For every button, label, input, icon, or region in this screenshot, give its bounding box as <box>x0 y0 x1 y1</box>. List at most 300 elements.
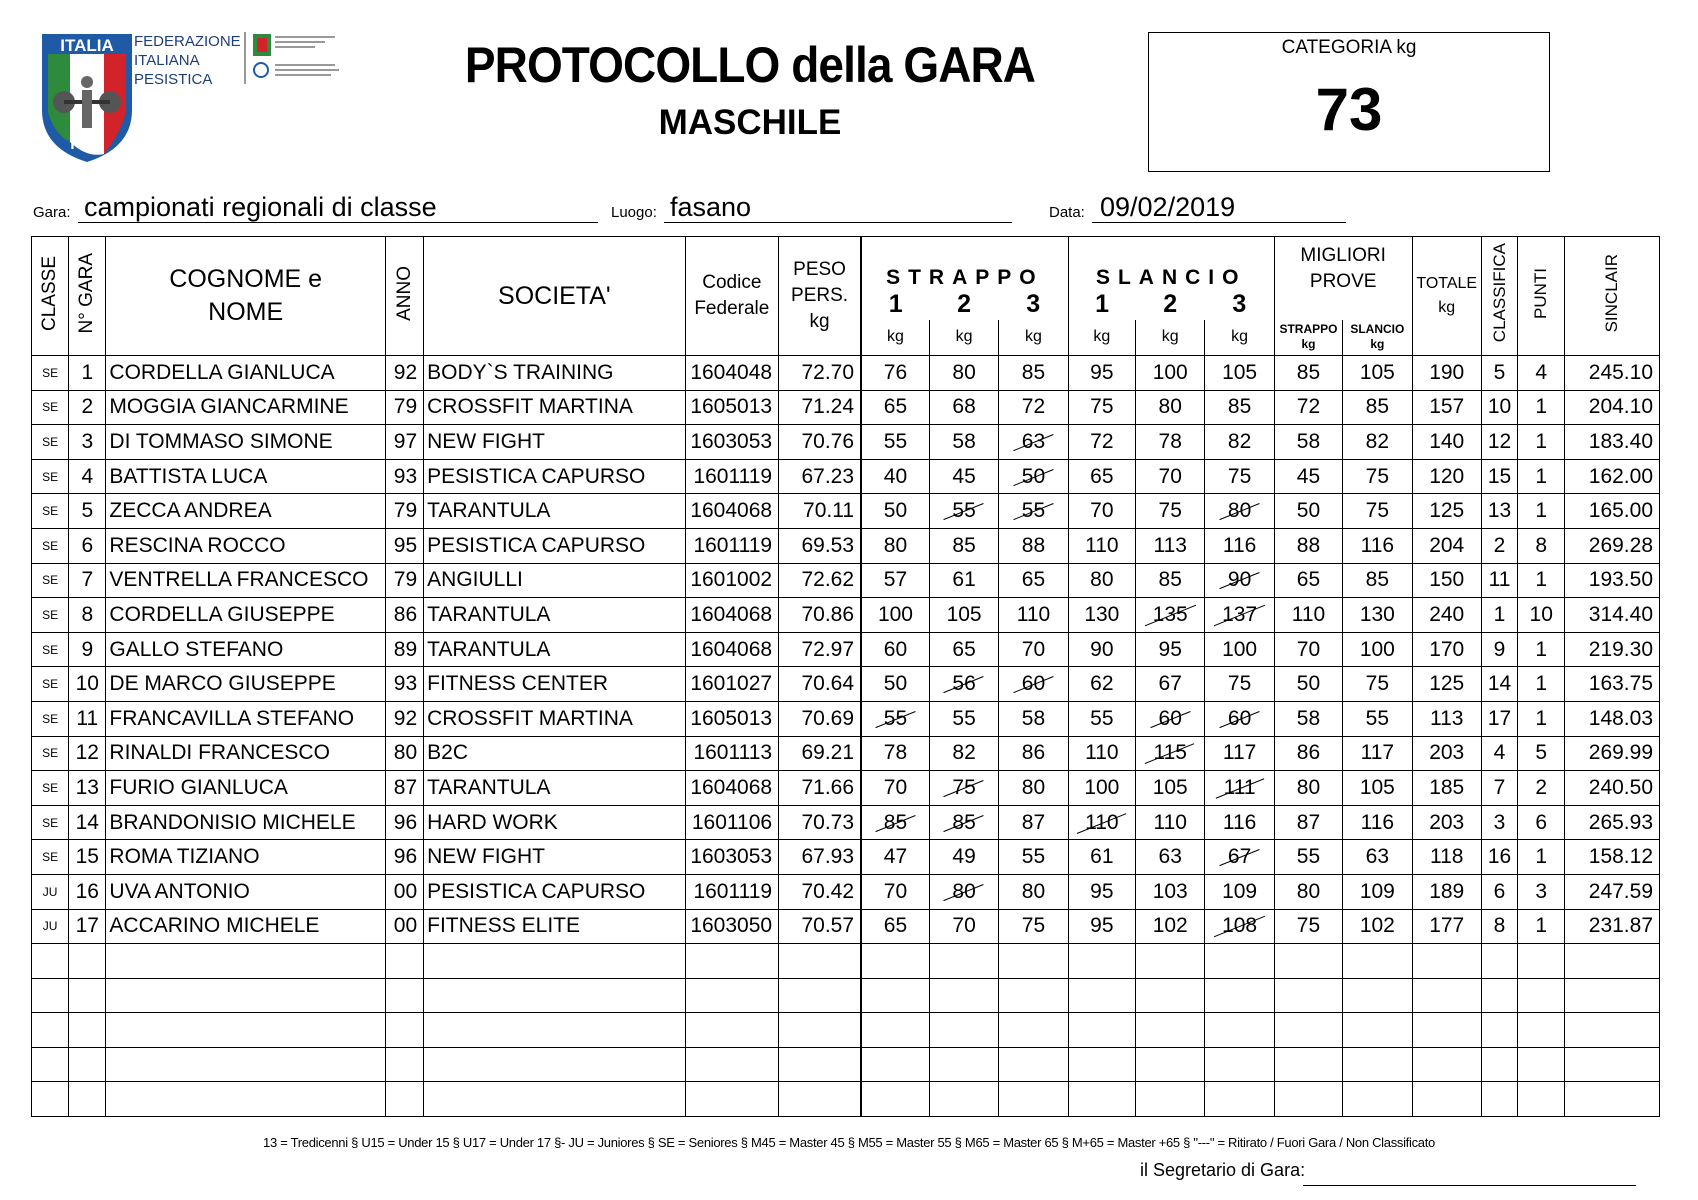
best-slancio-cell <box>1343 632 1412 667</box>
punti-cell <box>1518 598 1565 633</box>
slancio-2-value: 63 <box>1158 845 1182 869</box>
strappo-3-cell <box>999 632 1068 667</box>
gara-number-cell <box>69 528 106 563</box>
strappo-1-value: 70 <box>883 879 908 903</box>
col-nome <box>106 237 386 356</box>
strappo-1-value: 76 <box>883 360 908 384</box>
empty-cell <box>385 1047 423 1082</box>
slancio-3-cell <box>1205 771 1274 806</box>
sinclair-value: 158.12 <box>1588 845 1653 869</box>
slancio-1-cell <box>1068 771 1135 806</box>
sinclair-cell <box>1565 390 1660 425</box>
col-migliori <box>1274 237 1412 320</box>
empty-cell <box>861 1013 929 1048</box>
societa-cell <box>424 701 685 736</box>
gara-number-value: 2 <box>81 395 94 419</box>
athlete-name-value: DI TOMMASO SIMONE <box>109 429 333 453</box>
empty-cell <box>1481 978 1517 1013</box>
slancio-1-value: 90 <box>1090 637 1114 661</box>
gara-number-cell <box>69 425 106 460</box>
data-underline <box>1092 222 1346 223</box>
gara-number-cell <box>69 771 106 806</box>
punti-cell <box>1518 425 1565 460</box>
sinclair-cell <box>1565 425 1660 460</box>
punti-value: 1 <box>1535 637 1548 661</box>
best-slancio-value: 105 <box>1359 360 1395 384</box>
slancio-att-2: 2 <box>1163 290 1178 318</box>
codice-value: 1604068 <box>690 602 773 626</box>
empty-cell <box>1205 1047 1274 1082</box>
anno-cell <box>385 425 423 460</box>
codice-cell <box>685 667 779 702</box>
empty-cell <box>1136 978 1205 1013</box>
strappo-2-cell <box>929 909 998 944</box>
slancio-3-value: 90 <box>1227 568 1252 592</box>
anno-value: 97 <box>393 429 418 453</box>
gara-number-cell <box>69 840 106 875</box>
societa-value: PESISTICA CAPURSO <box>427 879 646 903</box>
classifica-value: 2 <box>1493 533 1506 557</box>
slancio-att-1: 1 <box>1068 290 1135 320</box>
strappo-2-value: 85 <box>952 533 976 557</box>
empty-cell <box>1068 944 1135 979</box>
gara-number-cell <box>69 390 106 425</box>
slancio-3-value: 105 <box>1222 360 1258 384</box>
punti-cell <box>1518 632 1565 667</box>
classe-cell <box>32 494 69 529</box>
strappo-3-cell <box>999 598 1068 633</box>
empty-cell <box>779 978 861 1013</box>
strappo-2-cell <box>929 701 998 736</box>
empty-row <box>32 1082 1660 1117</box>
societa-value: TARANTULA <box>427 499 551 523</box>
totale-value: 203 <box>1429 741 1465 765</box>
table-row <box>32 805 1660 840</box>
slancio-3-cell <box>1205 356 1274 391</box>
athlete-name-cell <box>106 771 386 806</box>
sinclair-cell <box>1565 874 1660 909</box>
codice-value: 1601113 <box>693 741 773 765</box>
slancio-2-cell <box>1136 632 1205 667</box>
athlete-name-value: GALLO STEFANO <box>109 637 284 661</box>
classe-cell <box>32 563 69 598</box>
strappo-3-cell <box>999 459 1068 494</box>
strappo-2-value: 68 <box>952 395 976 419</box>
luogo-label: Luogo: <box>611 204 657 221</box>
best-strappo-cell <box>1274 563 1342 598</box>
slancio-1-value: 130 <box>1084 602 1120 626</box>
athlete-name-cell <box>106 528 386 563</box>
empty-cell <box>1518 1013 1565 1048</box>
codice-value: 1605013 <box>690 395 773 419</box>
empty-cell <box>861 944 929 979</box>
best-strappo-cell <box>1274 425 1342 460</box>
data-label: Data: <box>1049 204 1085 221</box>
anno-value: 92 <box>393 706 418 730</box>
col-ngara-label: N° GARA <box>76 252 98 334</box>
gara-number-value: 10 <box>75 672 99 696</box>
empty-cell <box>69 978 106 1013</box>
codice-cell <box>685 632 779 667</box>
strappo-3-value: 63 <box>1021 429 1046 453</box>
empty-cell <box>32 944 69 979</box>
best-slancio-cell <box>1343 667 1412 702</box>
gara-number-cell <box>69 563 106 598</box>
best-slancio-value: 82 <box>1365 429 1390 453</box>
strappo-1-cell <box>861 528 929 563</box>
slancio-3-cell <box>1205 909 1274 944</box>
classe-cell <box>32 598 69 633</box>
empty-cell <box>1205 1013 1274 1048</box>
societa-value: B2C <box>427 741 468 765</box>
anno-value: 89 <box>393 637 418 661</box>
slancio-2-value: 60 <box>1158 706 1182 730</box>
slancio-3-cell <box>1205 425 1274 460</box>
best-slancio-cell <box>1343 805 1412 840</box>
sinclair-value: 204.10 <box>1588 395 1653 419</box>
empty-cell <box>1565 944 1660 979</box>
empty-cell <box>1412 944 1481 979</box>
strappo-2-cell <box>929 459 998 494</box>
sinclair-value: 265.93 <box>1588 810 1653 834</box>
societa-cell <box>424 390 685 425</box>
table-row <box>32 736 1660 771</box>
anno-cell <box>385 909 423 944</box>
strappo-1-value: 100 <box>877 602 913 626</box>
slancio-1-cell <box>1068 459 1135 494</box>
slancio-3-value: 60 <box>1227 706 1252 730</box>
punti-value: 1 <box>1535 464 1548 488</box>
classe-value: SE <box>42 607 59 622</box>
slancio-1-value: 95 <box>1090 914 1114 938</box>
classe-value: SE <box>42 815 59 830</box>
empty-cell <box>106 944 386 979</box>
col-anno <box>385 237 423 356</box>
societa-cell <box>424 494 685 529</box>
strappo-3-value: 86 <box>1021 741 1046 765</box>
segretario-signature-line <box>1303 1185 1636 1186</box>
anno-value: 79 <box>393 499 418 523</box>
page-subtitle: MASCHILE <box>658 103 842 142</box>
punti-cell <box>1518 840 1565 875</box>
empty-cell <box>32 978 69 1013</box>
strappo-1-value: 47 <box>883 845 908 869</box>
peso-value: 67.23 <box>801 464 855 488</box>
classe-cell <box>32 909 69 944</box>
sinclair-cell <box>1565 563 1660 598</box>
strappo-1-value: 50 <box>883 672 908 696</box>
classifica-cell <box>1481 909 1517 944</box>
totale-value: 157 <box>1429 395 1465 419</box>
best-strappo-value: 65 <box>1296 568 1321 592</box>
peso-value: 70.57 <box>801 914 855 938</box>
slancio-2-cell <box>1136 909 1205 944</box>
classe-value: SE <box>42 538 59 553</box>
anno-value: 86 <box>393 602 418 626</box>
empty-cell <box>1481 1082 1517 1117</box>
gara-number-cell <box>69 598 106 633</box>
best-slancio-value: 85 <box>1365 568 1390 592</box>
table-row <box>32 390 1660 425</box>
societa-cell <box>424 425 685 460</box>
gara-number-value: 15 <box>75 845 99 869</box>
societa-value: FITNESS ELITE <box>427 914 581 938</box>
totale-value: 140 <box>1429 429 1465 453</box>
totale-cell <box>1412 425 1481 460</box>
peso-value: 67.93 <box>801 845 855 869</box>
empty-cell <box>1565 978 1660 1013</box>
slancio-3-cell <box>1205 632 1274 667</box>
empty-cell <box>685 1082 779 1117</box>
societa-value: CROSSFIT MARTINA <box>427 395 633 419</box>
kg-label: kg <box>1301 337 1316 352</box>
empty-cell <box>1343 978 1412 1013</box>
federation-name <box>134 32 241 89</box>
slancio-2-cell <box>1136 771 1205 806</box>
athlete-name-value: BRANDONISIO MICHELE <box>109 810 356 834</box>
col-punti <box>1518 237 1565 356</box>
empty-cell <box>424 978 685 1013</box>
slancio-1-cell <box>1068 356 1135 391</box>
classe-cell <box>32 459 69 494</box>
classe-value: SE <box>42 746 59 761</box>
classifica-cell <box>1481 840 1517 875</box>
strappo-1-cell <box>861 667 929 702</box>
col-peso-label: PESO <box>793 259 846 280</box>
strappo-2-cell <box>929 528 998 563</box>
slancio-2-cell <box>1136 459 1205 494</box>
classe-cell <box>32 356 69 391</box>
empty-cell <box>685 1047 779 1082</box>
best-strappo-cell <box>1274 356 1342 391</box>
strappo-2-value: 61 <box>952 568 976 592</box>
best-slancio-cell <box>1343 528 1412 563</box>
empty-cell <box>69 1082 106 1117</box>
gara-number-value: 14 <box>75 810 99 834</box>
strappo-2-value: 56 <box>952 672 976 696</box>
empty-cell <box>1205 944 1274 979</box>
codice-cell <box>685 390 779 425</box>
empty-cell <box>999 944 1068 979</box>
empty-cell <box>1068 1047 1135 1082</box>
societa-value: TARANTULA <box>427 637 551 661</box>
anno-cell <box>385 494 423 529</box>
classe-value: SE <box>42 365 59 380</box>
classe-cell <box>32 874 69 909</box>
strappo-2-cell <box>929 736 998 771</box>
sinclair-value: 231.87 <box>1588 914 1653 938</box>
best-slancio-cell <box>1343 494 1412 529</box>
empty-cell <box>424 944 685 979</box>
totale-cell <box>1412 736 1481 771</box>
strappo-3-cell <box>999 805 1068 840</box>
athlete-name-cell <box>106 494 386 529</box>
empty-cell <box>32 1082 69 1117</box>
empty-cell <box>929 1013 998 1048</box>
empty-cell <box>1518 978 1565 1013</box>
col-migliori-label: PROVE <box>1309 271 1377 292</box>
strappo-2-value: 45 <box>952 464 976 488</box>
anno-value: 87 <box>393 775 418 799</box>
classe-value: SE <box>42 677 59 692</box>
empty-cell <box>1412 1047 1481 1082</box>
slancio-1-value: 55 <box>1090 706 1114 730</box>
category-box <box>1148 32 1550 172</box>
table-row <box>32 356 1660 391</box>
sinclair-cell <box>1565 805 1660 840</box>
strappo-1-cell <box>861 805 929 840</box>
codice-value: 1604068 <box>690 775 773 799</box>
strappo-1-value: 40 <box>883 464 908 488</box>
punti-cell <box>1518 563 1565 598</box>
slancio-3-value: 111 <box>1223 775 1256 799</box>
punti-cell <box>1518 874 1565 909</box>
totale-value: 240 <box>1429 602 1465 626</box>
luogo-underline <box>664 222 1012 223</box>
codice-value: 1604068 <box>690 637 773 661</box>
strappo-3-value: 110 <box>1016 602 1051 626</box>
anno-cell <box>385 632 423 667</box>
best-slancio-cell <box>1343 771 1412 806</box>
col-codice <box>685 237 779 356</box>
slancio-1-value: 72 <box>1090 429 1114 453</box>
strappo-3-cell <box>999 667 1068 702</box>
slancio-1-cell <box>1068 390 1135 425</box>
slancio-1-value: 61 <box>1090 845 1114 869</box>
sinclair-value: 219.30 <box>1588 637 1653 661</box>
best-slancio-cell <box>1343 459 1412 494</box>
empty-cell <box>929 978 998 1013</box>
empty-row <box>32 1013 1660 1048</box>
anno-value: 00 <box>393 879 418 903</box>
empty-row <box>32 978 1660 1013</box>
logo-fipe-text: FIPE <box>70 136 104 153</box>
legend-note: 13 = Tredicenni § U15 = Under 15 § U17 = Under 17 §- JU = Juniores § SE = Seniores § M45 = Master 45 § M55 = Master 55 § M65 = Master 65 § M+65 = Master +65 § "---" = Ritirato / Fuori Gara / Non Classificato <box>263 1135 1435 1150</box>
classe-cell <box>32 840 69 875</box>
gara-number-value: 7 <box>81 568 94 592</box>
totale-value: 177 <box>1429 914 1465 938</box>
societa-cell <box>424 736 685 771</box>
sinclair-cell <box>1565 459 1660 494</box>
athlete-name-value: MOGGIA GIANCARMINE <box>109 395 349 419</box>
codice-value: 1603053 <box>690 845 773 869</box>
athlete-name-value: DE MARCO GIUSEPPE <box>109 672 336 696</box>
punti-value: 6 <box>1535 810 1548 834</box>
slancio-3-cell <box>1205 840 1274 875</box>
anno-cell <box>385 528 423 563</box>
slancio-1-value: 110 <box>1085 533 1119 557</box>
codice-value: 1604068 <box>690 499 773 523</box>
athlete-name-value: CORDELLA GIANLUCA <box>109 360 335 384</box>
societa-value: CROSSFIT MARTINA <box>427 706 633 730</box>
col-sinclair <box>1565 237 1660 356</box>
totale-cell <box>1412 805 1481 840</box>
sinclair-value: 163.75 <box>1588 672 1653 696</box>
table-row <box>32 459 1660 494</box>
empty-cell <box>999 1047 1068 1082</box>
slancio-2-value: 75 <box>1158 499 1182 523</box>
peso-value: 70.86 <box>801 602 855 626</box>
best-strappo-cell <box>1274 840 1342 875</box>
punti-cell <box>1518 701 1565 736</box>
gara-number-cell <box>69 701 106 736</box>
classifica-value: 12 <box>1487 429 1512 453</box>
empty-cell <box>106 978 386 1013</box>
gara-number-value: 1 <box>81 360 94 384</box>
classe-cell <box>32 771 69 806</box>
slancio-2-cell <box>1136 667 1205 702</box>
classe-cell <box>32 736 69 771</box>
strappo-1-value: 65 <box>883 395 908 419</box>
punti-value: 1 <box>1535 568 1548 592</box>
athlete-name-cell <box>106 425 386 460</box>
strappo-2-cell <box>929 874 998 909</box>
empty-cell <box>1565 1082 1660 1117</box>
athlete-name-value: RINALDI FRANCESCO <box>109 741 330 765</box>
strappo-3-cell <box>999 528 1068 563</box>
gara-number-value: 12 <box>75 741 99 765</box>
best-slancio-value: 116 <box>1360 810 1395 834</box>
codice-value: 1603053 <box>690 429 773 453</box>
table-row <box>32 701 1660 736</box>
table-row <box>32 425 1660 460</box>
strappo-3-value: 60 <box>1021 672 1046 696</box>
empty-cell <box>1205 1082 1274 1117</box>
anno-cell <box>385 667 423 702</box>
classifica-cell <box>1481 563 1517 598</box>
empty-cell <box>1343 1047 1412 1082</box>
strappo-3-value: 55 <box>1021 499 1046 523</box>
anno-cell <box>385 390 423 425</box>
athlete-name-value: ACCARINO MICHELE <box>109 914 320 938</box>
slancio-3-cell <box>1205 494 1274 529</box>
slancio-3-value: 109 <box>1222 879 1258 903</box>
strappo-1-cell <box>861 494 929 529</box>
slancio-1-cell <box>1068 632 1135 667</box>
slancio-3-value: 137 <box>1222 602 1258 626</box>
results-body <box>32 356 1660 1117</box>
gara-number-value: 17 <box>75 914 99 938</box>
strappo-1-value: 80 <box>883 533 908 557</box>
peso-cell <box>779 667 861 702</box>
sinclair-cell <box>1565 528 1660 563</box>
best-slancio-value: 109 <box>1359 879 1395 903</box>
classe-value: SE <box>42 434 59 449</box>
table-row <box>32 632 1660 667</box>
empty-cell <box>1205 978 1274 1013</box>
col-societa <box>424 237 685 356</box>
totale-cell <box>1412 874 1481 909</box>
classifica-cell <box>1481 598 1517 633</box>
page-title: PROTOCOLLO della GARA <box>464 37 1036 93</box>
best-strappo-cell <box>1274 736 1342 771</box>
best-slancio-cell <box>1343 736 1412 771</box>
col-societa-label: SOCIETA' <box>498 281 611 310</box>
totale-value: 150 <box>1429 568 1465 592</box>
athlete-name-value: CORDELLA GIUSEPPE <box>109 602 335 626</box>
strappo-1-cell <box>861 390 929 425</box>
slancio-2-value: 80 <box>1158 395 1182 419</box>
empty-cell <box>929 1082 998 1117</box>
athlete-name-value: BATTISTA LUCA <box>109 464 268 488</box>
col-best-slancio-label: SLANCIO <box>1350 322 1405 337</box>
slancio-1-value: 110 <box>1085 741 1119 765</box>
anno-value: 92 <box>393 360 418 384</box>
table-row <box>32 667 1660 702</box>
societa-value: ANGIULLI <box>427 568 523 592</box>
athlete-name-cell <box>106 840 386 875</box>
classifica-cell <box>1481 494 1517 529</box>
